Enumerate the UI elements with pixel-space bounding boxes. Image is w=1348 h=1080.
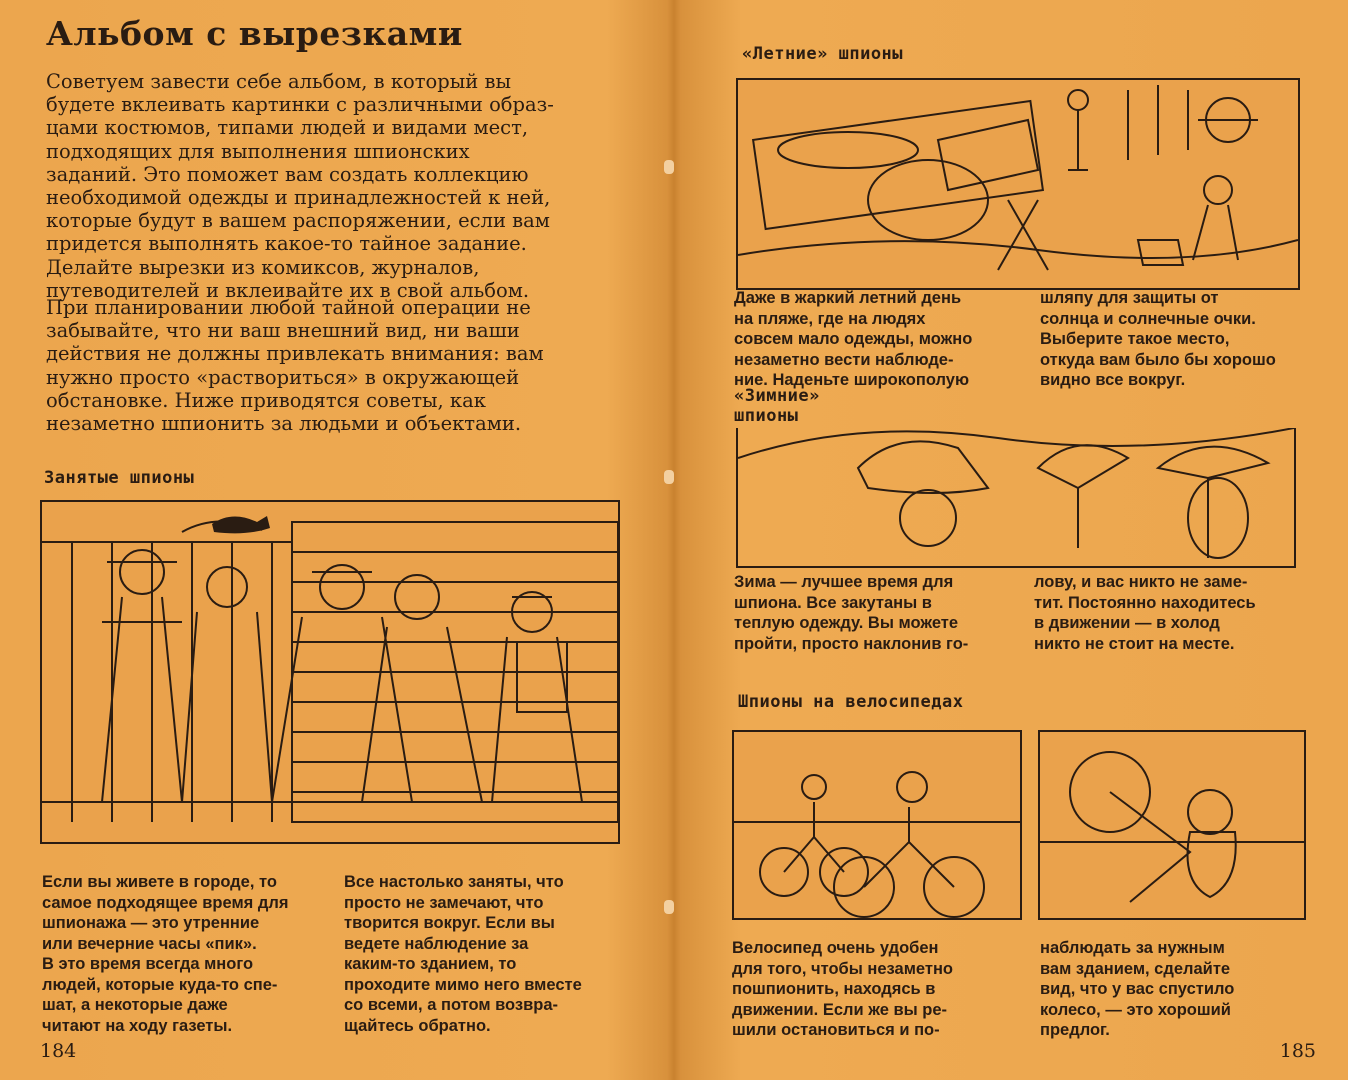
winter-spies-illustration [736,428,1296,568]
bike-spies-illustration-1 [732,730,1022,920]
bike-caption-2: наблюдать за нужным вам зданием, сделайте вид, что у вас спустило колесо, — это хороший предлог. [1040,939,1235,1039]
cyclists-drawing [734,732,1020,918]
beach-drawing [738,80,1298,288]
winter-spies-heading: «Зимние» шпионы [734,386,820,426]
page-number-left: 184 [40,1040,77,1062]
summer-spies-heading: «Летние» шпионы [742,44,904,64]
bike-repair-drawing [1040,732,1304,918]
bike-caption-1: Велосипед очень удобен для того, чтобы незаметно пошпионить, находясь в движении. Если же вы ре- шили остановиться и по- [732,939,953,1039]
busy-spies-heading: Занятые шпионы [44,468,195,488]
summer-spies-illustration [736,78,1300,290]
winter-caption-1: Зима — лучшее время для шпиона. Все закутаны в теплую одежду. Вы можете пройти, просто наклонив го- [734,573,969,653]
right-page [676,0,1348,1080]
busy-spies-illustration [40,500,620,844]
intro-paragraph-1: Советуем завести себе альбом, в который вы будете вклеивать картинки с различными образ- цами костюмов, типами людей и видами мест, подходящих для выполнения шпионских заданий. Это поможет вам создать коллекцию необходимой одежды и принадлежностей к ней, которые будут в вашем распоряжении, если вам придется выполнять какое-то тайное задание. Делайте вырезки из комиксов, журналов, путеводителей и вклеивайте их в свой альбом. [46,70,554,302]
summer-caption-2: шляпу для защиты от солнца и солнечные очки. Выберите такое место, откуда вам было бы хорошо видно все вокруг. [1040,289,1276,389]
street-crowd-drawing [42,502,618,842]
intro-paragraph-2: При планировании любой тайной операции не забывайте, что ни ваш внешний вид, ни ваши действия не должны привлекать внимания: вам нужно просто «раствориться» в окружающей обстановке. Ниже приводятся советы, как незаметно шпионить за людьми и объектами. [46,296,544,436]
bike-spies-heading: Шпионы на велосипедах [738,692,964,712]
busy-caption-2: Все настолько заняты, что просто не замечают, что творится вокруг. Если вы ведете наблюдение за каким-то зданием, то проходите мимо него вместе со всеми, а потом возвра- щайтесь обратно. [344,873,582,1035]
summer-caption-1: Даже в жаркий летний день на пляже, где на людях совсем мало одежды, можно незаметно вести наблюде- ние. Наденьте широкополую [734,289,973,389]
page-title: Альбом с вырезками [46,14,463,53]
page-number-right: 185 [1279,1040,1316,1062]
busy-caption-1: Если вы живете в городе, то самое подходящее время для шпионажа — это утренние или вечерние часы «пик». В это время всегда много людей, которые куда-то спе- шат, а некоторые даже читают на ходу газеты. [42,873,289,1035]
winter-caption-2: лову, и вас никто не заме- тит. Постоянно находитесь в движении — в холод никто не стоит на месте. [1034,573,1256,653]
left-page [0,0,672,1080]
rain-umbrella-drawing [738,428,1294,566]
bike-spies-illustration-2 [1038,730,1306,920]
